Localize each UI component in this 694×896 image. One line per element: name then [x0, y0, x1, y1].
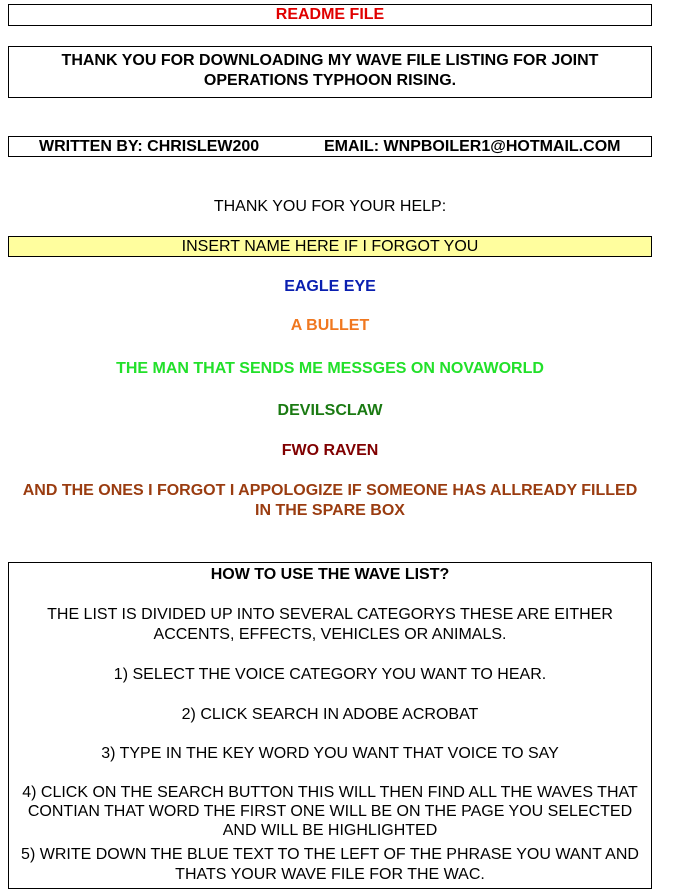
thanks-box — [8, 46, 652, 98]
title-box — [8, 4, 652, 26]
howto-intro-line-2: ACCENTS, EFFECTS, VEHICLES OR ANIMALS. — [153, 626, 507, 643]
helper-name: FWO RAVEN — [281, 442, 379, 459]
helper-name: THE MAN THAT SENDS ME MESSGES ON NOVAWORLD — [116, 360, 544, 377]
closing-line-2: IN THE SPARE BOX — [255, 502, 405, 519]
howto-step-4-line-3: AND WILL BE HIGHLIGHTED — [222, 822, 438, 839]
written-by: WRITTEN BY: CHRISLEW200 — [39, 138, 260, 155]
closing-line-1: AND THE ONES I FORGOT I APPOLOGIZE IF SOMEONE HAS ALLREADY FILLED — [22, 482, 638, 499]
insert-name-box — [8, 236, 652, 257]
helper-name: A BULLET — [290, 317, 370, 334]
author-box — [8, 136, 652, 157]
howto-heading: HOW TO USE THE WAVE LIST? — [210, 566, 450, 583]
howto-box — [8, 562, 652, 889]
insert-name-text: INSERT NAME HERE IF I FORGOT YOU — [181, 238, 479, 255]
help-heading: THANK YOU FOR YOUR HELP: — [213, 198, 447, 215]
howto-step-5-line-2: THATS YOUR WAVE FILE FOR THE WAC. — [175, 866, 485, 883]
howto-step-2: 2) CLICK SEARCH IN ADOBE ACROBAT — [181, 706, 479, 723]
howto-step-4-line-2: CONTIAN THAT WORD THE FIRST ONE WILL BE ON THE PAGE YOU SELECTED — [27, 803, 633, 820]
helper-name: DEVILSCLAW — [277, 402, 383, 419]
howto-step-3: 3) TYPE IN THE KEY WORD YOU WANT THAT VOICE TO SAY — [101, 745, 559, 762]
howto-step-4-line-1: 4) CLICK ON THE SEARCH BUTTON THIS WILL THEN FIND ALL THE WAVES THAT — [22, 784, 638, 801]
helper-name: EAGLE EYE — [284, 278, 376, 295]
closing-apology — [8, 481, 652, 521]
thanks-line-2: OPERATIONS TYPHOON RISING. — [203, 72, 457, 89]
thanks-line-1: THANK YOU FOR DOWNLOADING MY WAVE FILE LISTING FOR JOINT — [61, 52, 599, 69]
page-title: README FILE — [275, 6, 385, 23]
author-email: EMAIL: WNPBOILER1@HOTMAIL.COM — [324, 138, 621, 155]
howto-intro-line-1: THE LIST IS DIVIDED UP INTO SEVERAL CATEGORYS THESE ARE EITHER — [47, 606, 613, 623]
howto-step-1: 1) SELECT THE VOICE CATEGORY YOU WANT TO HEAR. — [113, 666, 547, 683]
howto-step-5-line-1: 5) WRITE DOWN THE BLUE TEXT TO THE LEFT OF THE PHRASE YOU WANT AND — [21, 846, 639, 863]
